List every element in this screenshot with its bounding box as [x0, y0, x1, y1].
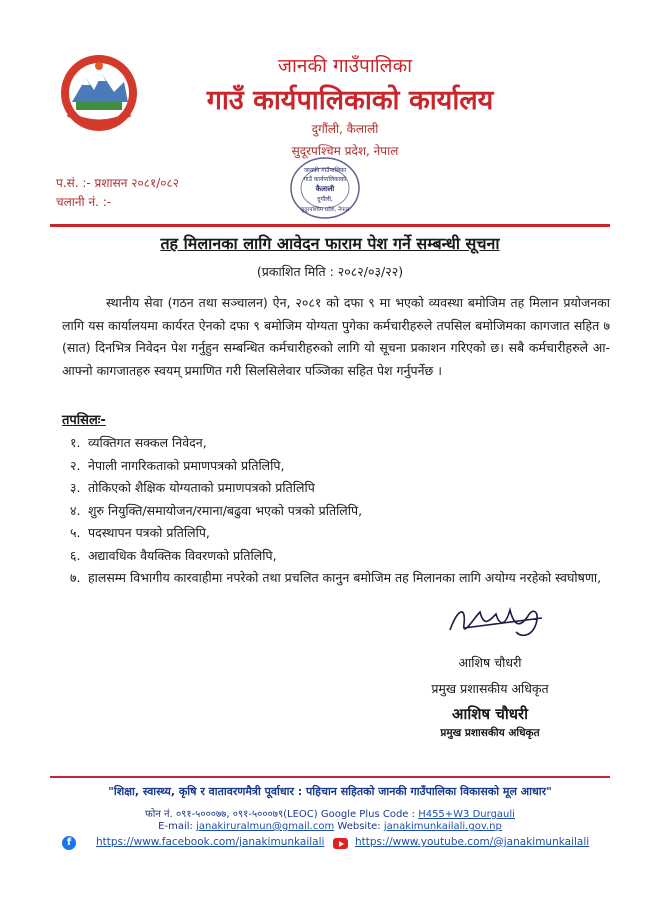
stamp-line4: दुगौंली, [317, 196, 333, 203]
notice-body: स्थानीय सेवा (गठन तथा सञ्चालन) ऐन, २०८१ को दफा ९ मा भएको व्यवस्था बमोजिम तह मिलान प्रयोजनका लागि यस कार्यालयमा कार्यरत ऐनको दफा ९ बमोजिम योग्यता पुगेका कर्मचारीहरुले तपसिल बमोजिमका कागजात सहित ७ (सात) दिनभित्र निवेदन पेश गर्नुहुन सम्बन्धित कर्मचारीहरुको लागि यो सूचना प्रकाशन गरिएको छ। सबै कर्मचारीहरुले आ-आफ्नो कागजातहरु स्वयम् प्रमाणित गरी सिलसिलेवार पञ्जिका सहित पेश गर्नुपर्नेछ । [62, 295, 610, 378]
list-item-text: शुरु नियुक्ति/समायोजन/रमाना/बढुवा भएको पत्रको प्रतिलिपि, [88, 502, 363, 518]
signatory-stamp-designation: प्रमुख प्रशासकीय अधिकृत [440, 727, 540, 739]
contact-phone-line [0, 806, 660, 820]
list-item-number: ५. [70, 525, 81, 540]
office-location: दुगौंली, कैलाली [311, 122, 379, 136]
office-province: सुदूरपश्चिम प्रदेश, नेपाल [291, 144, 399, 158]
list-item-text: नेपाली नागरिकताको प्रमाणपत्रको प्रतिलिपि, [88, 457, 285, 473]
list-item [70, 500, 610, 523]
website-link[interactable]: janakimunkailali.gov.np [383, 821, 502, 832]
signatory-name: आशिष चौधरी [458, 655, 522, 670]
list-item [70, 455, 610, 478]
signature-icon [444, 598, 554, 646]
list-title: तपसिलः- [62, 413, 106, 428]
document-list [70, 432, 610, 590]
published-date: (प्रकाशित मिति : २०८२/०३/२२) [256, 264, 404, 279]
footer-divider [50, 776, 610, 778]
list-item [70, 477, 610, 500]
stamp-line1: जानकी गाउँपालिका [303, 167, 347, 174]
list-item-number: ७. [70, 570, 81, 585]
list-item-number: ३. [70, 480, 81, 495]
office-name: गाउँ कार्यपालिकाको कार्यालय [206, 85, 494, 116]
list-item-number: २. [70, 457, 81, 473]
office-stamp-icon [270, 148, 380, 228]
list-item [70, 567, 610, 590]
email-link[interactable]: janakiruralmun@gmail.com [196, 821, 335, 832]
list-item-text: अद्यावधिक वैयक्तिक विवरणको प्रतिलिपि, [88, 547, 277, 563]
stamp-line2: गाउँ कार्यपालिकाको [303, 176, 347, 183]
header-divider [50, 224, 610, 227]
list-item-number: १. [70, 435, 81, 450]
phone-and-plus-code-label: फोन नं. ०९१-५०००७७, ०९१-५०००७९(LEOC) Google Plus Code : [145, 809, 415, 820]
plus-code-link[interactable]: H455+W3 Durgauli [418, 809, 515, 820]
website-label: Website: [337, 821, 381, 832]
stamp-line5: सुदूरपश्चिम प्रदेश, नेपाल [300, 207, 350, 213]
youtube-link[interactable]: https://www.youtube.com/@janakimunkailali [355, 836, 590, 848]
list-item-text: हालसम्म विभागीय कारवाहीमा नपरेको तथा प्रचलित कानुन बमोजिम तह मिलानका लागि अयोग्य नरहेको स्वघोषणा, [88, 570, 602, 585]
stamp-line3: कैलाली [315, 185, 335, 193]
list-item-text: व्यक्तिगत सक्कल निवेदन, [88, 435, 207, 450]
list-item-number: ६. [70, 547, 81, 563]
list-item [70, 545, 610, 568]
municipality-name: जानकी गाउँपालिका [277, 55, 413, 77]
facebook-icon: f [62, 836, 76, 850]
list-item-text: पदस्थापन पत्रको प्रतिलिपि, [88, 525, 210, 540]
facebook-link[interactable]: https://www.facebook.com/janakimunkailali [96, 836, 325, 848]
email-label: E-mail: [158, 821, 193, 832]
list-item [70, 432, 610, 455]
list-item [70, 522, 610, 545]
youtube-icon [333, 838, 348, 849]
dispatch-number: चलानी नं. :- [56, 195, 112, 209]
footer-slogan: "शिक्षा, स्वास्थ्य, कृषि र वातावरणमैत्री पूर्वाधार : पहिचान सहितको जानकी गाउँपालिका विकासको मूल आधार" [108, 785, 552, 798]
notice-subject: तह मिलानका लागि आवेदन फाराम पेश गर्ने सम्बन्धी सूचना [160, 234, 500, 253]
signatory-designation: प्रमुख प्रशासकीय अधिकृत [431, 681, 549, 696]
list-item-text: तोकिएको शैक्षिक योग्यताको प्रमाणपत्रको प्रतिलिपि [88, 480, 315, 495]
reference-number: प.सं. :- प्रशासन २०८१/०८२ [56, 176, 179, 190]
signatory-stamp-name: आशिष चौधरी [452, 705, 528, 723]
list-item-number: ४. [70, 502, 81, 518]
contact-email-line [0, 821, 660, 832]
